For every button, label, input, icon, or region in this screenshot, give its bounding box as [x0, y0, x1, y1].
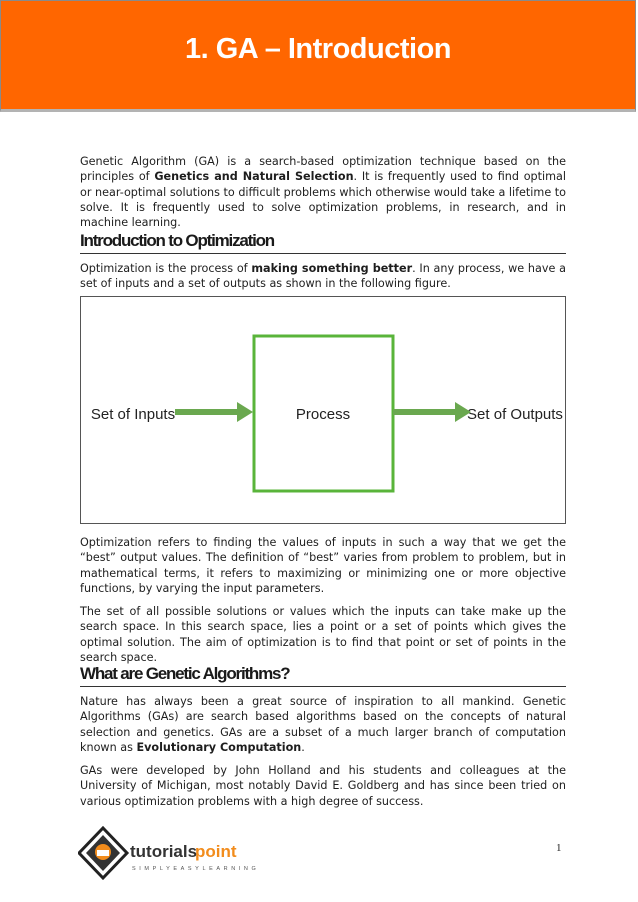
- process-diagram: [81, 297, 565, 523]
- optimization-figure: [80, 296, 566, 524]
- section-heading-optimization: Introduction to Optimization: [80, 231, 566, 254]
- logo-graphic: [78, 826, 258, 882]
- output-label: Set of Outputs: [467, 406, 563, 423]
- chapter-banner: [0, 0, 636, 112]
- logo-text-point: point: [195, 842, 237, 861]
- chapter-title: 1. GA – Introduction: [184, 33, 452, 65]
- ga-paragraph-1: Nature has always been a great source of inspiration to all mankind. Genetic Algorithms (GAs) are search based algorithms based on the concepts of natural selection and genetics. GAs are a subset of a much larger branch of computation known as Evolutionary Computation.: [80, 695, 566, 754]
- intro-paragraph: Genetic Algorithm (GA) is a search-based optimization technique based on the principles of Genetics and Natural Selection. It is frequently used to find optimal or near-optimal solutions to difficult problems which otherwise would take a lifetime to solve. It is frequently used to solve optimization problems, in research, and in machine learning.: [80, 155, 566, 230]
- ga-paragraph-2: GAs were developed by John Holland and his students and colleagues at the University of Michigan, most notably David E. Goldberg and has since been tried on various optimization problems with a high degree of success.: [80, 764, 566, 808]
- ga-section: [80, 664, 566, 809]
- optimization-section-cont: [80, 535, 566, 665]
- logo-diamond-icon: [79, 828, 127, 878]
- output-arrow: [393, 402, 471, 422]
- tutorialspoint-logo: [78, 826, 258, 886]
- optimization-section: [80, 231, 566, 292]
- optimization-paragraph-3: The set of all possible solutions or values which the inputs can take make up the search space. In this search space, lies a point or a set of points which gives the optimal solution. The aim of optimization is to find that point or set of points in the search space.: [80, 605, 566, 665]
- logo-text-tutorials: tutorials: [130, 842, 198, 861]
- intro-section: [80, 154, 566, 230]
- optimization-paragraph-1: Optimization is the process of making something better. In any process, we have a set of inputs and a set of outputs as shown in the following figure.: [80, 262, 566, 291]
- logo-tagline: SIMPLYEASYLEARNING: [132, 866, 258, 872]
- page-number: 1: [556, 842, 562, 854]
- process-label: Process: [295, 406, 351, 423]
- optimization-paragraph-2: Optimization refers to finding the values of inputs in such a way that we get the “best” output values. The definition of “best” varies from problem to problem, but in mathematical terms, it refers to maximizing or minimizing one or more objective functions, by varying the input parameters.: [80, 536, 566, 595]
- section-heading-ga: What are Genetic Algorithms?: [80, 664, 566, 687]
- input-label: Set of Inputs: [90, 406, 176, 423]
- input-arrow: [175, 402, 253, 422]
